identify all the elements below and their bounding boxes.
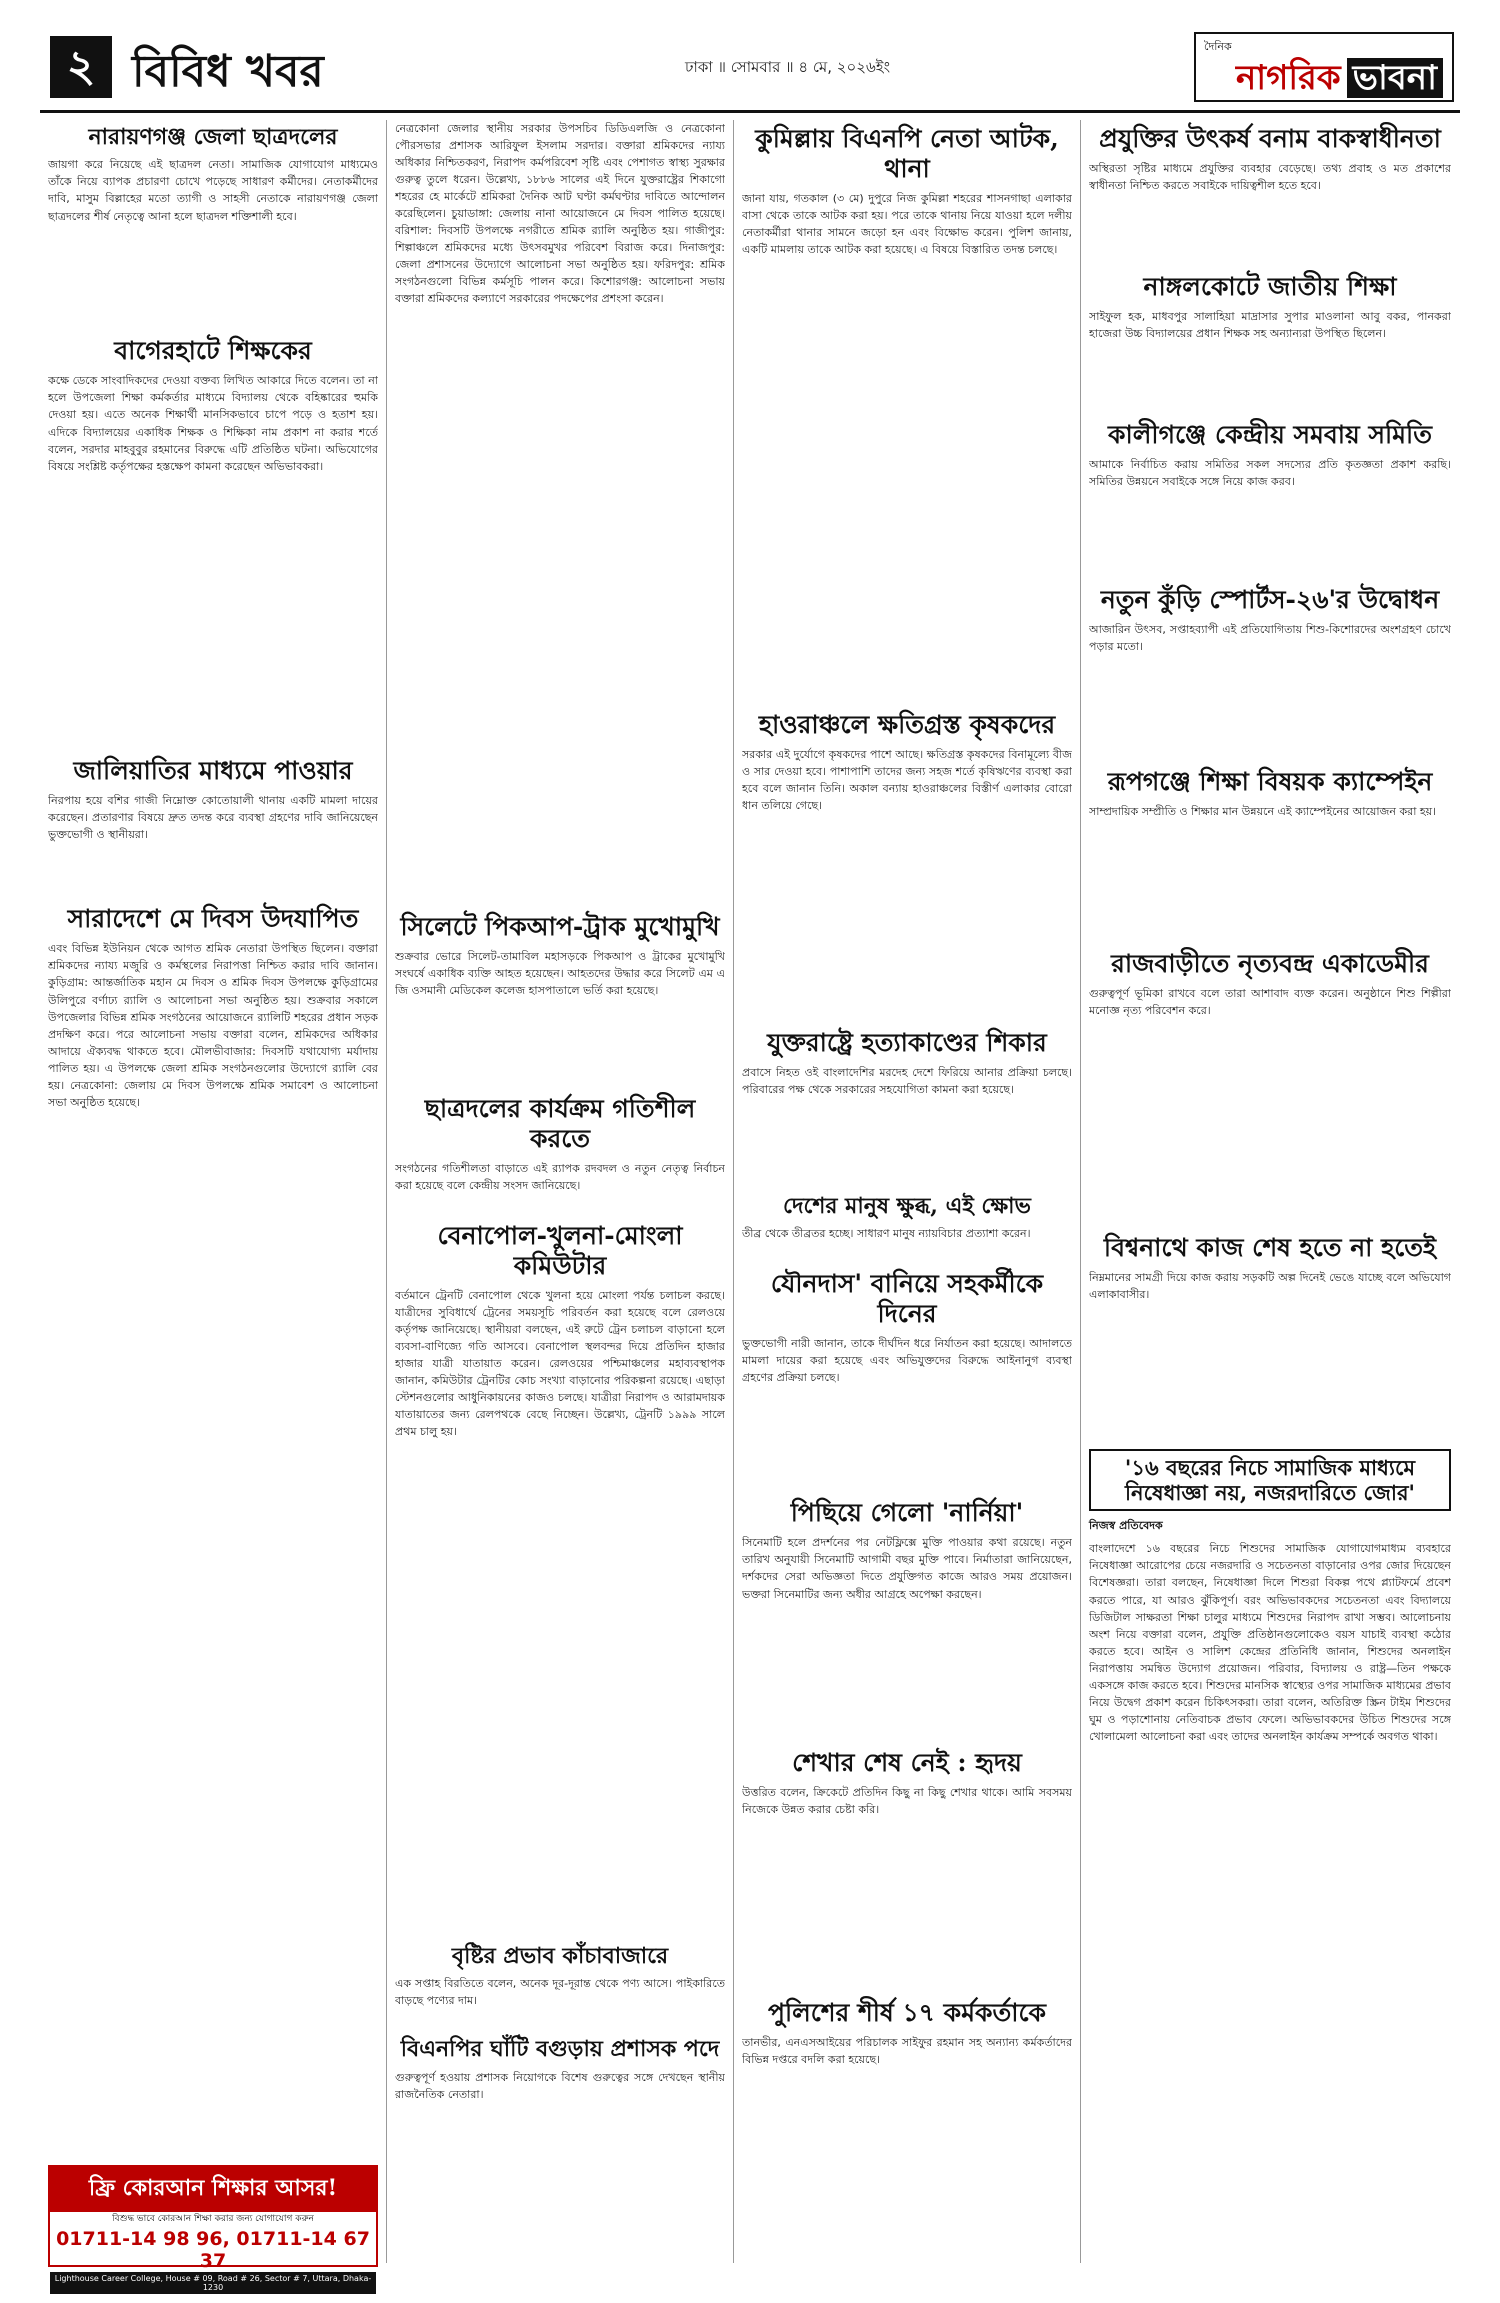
- article-body: এবং বিভিন্ন ইউনিয়ন থেকে আগত শ্রমিক নেতারা উপস্থিত ছিলেন। বক্তারা শ্রমিকদের ন্যায্য মজুরি ও কর্মস্থলের নিরাপত্তা নিশ্চিত করার দাবি জানান। কুড়িগ্রাম: আন্তর্জাতিক মহান মে দিবস ও শ্রমিক দিবস উপলক্ষে কুড়িগ্রামের উলিপুরে বর্ণাঢ্য র‍্যালি ও আলোচনা সভা অনুষ্ঠিত হয়। শুক্রবার সকালে উপজেলার বিভিন্ন শ্রমিক সংগঠনের আয়োজনে র‍্যালিটি শহরের প্রধান সড়ক প্রদক্ষিণ করে। পরে আলোচনা সভায় বক্তারা বলেন, শ্রমিকদের অধিকার আদায়ে ঐক্যবদ্ধ থাকতে হবে। মৌলভীবাজার: দিবসটি যথাযোগ্য মর্যাদায় পালিত হয়। এ উপলক্ষে জেলা শ্রমিক সংগঠনগুলোর উদ্যোগে র‍্যালি বের হয়। নেত্রকোনা: জেলায় মে দিবস উপলক্ষে শ্রমিক সমাবেশ ও আলোচনা সভা অনুষ্ঠিত হয়েছে।: [48, 942, 378, 1109]
- dateline: ঢাকা ॥ সোমবার ॥ ৪ মে, ২০২৬ইং: [685, 58, 891, 76]
- ad-address: Lighthouse Career College, House # 09, Road # 26, Sector # 7, Uttara, Dhaka-1230: [50, 2272, 376, 2294]
- article-sylhet: [395, 912, 725, 1084]
- column-rule: [733, 120, 734, 2263]
- article-bnp: [395, 2036, 725, 2119]
- article-body: জায়গা করে নিয়েছে এই ছাত্রদল নেতা। সামাজিক যোগাযোগ মাধ্যমেও তাঁকে নিয়ে ব্যাপক প্রচারণা চোখে পড়েছে সাধারণ কর্মীদের। নেতাকর্মীদের দাবি, মাসুম বিল্লাহের মতো ত্যাগী ও সাহসী নেতাকে নারায়ণগঞ্জ জেলা ছাত্রদলের শীর্ষ নেতৃত্বে আনা হলে ছাত্রদল শক্তিশালী হবে।: [48, 158, 378, 223]
- headline[interactable]: সিলেটে পিকআপ-ট্রাক মুখোমুখি: [400, 912, 720, 941]
- headline[interactable]: যৌনদাস' বানিয়ে সহকর্মীকে দিনের: [770, 1269, 1044, 1329]
- headline[interactable]: সারাদেশে মে দিবস উদযাপিত: [67, 904, 359, 934]
- article-body: আজারিন উৎসব, সপ্তাহব্যাপী এই প্রতিযোগিতায় শিশু-কিশোরদের অংশগ্রহণ চোখে পড়ার মতো।: [1089, 623, 1451, 654]
- headline[interactable]: নতুন কুঁড়ি স্পোর্টস-২৬'র উদ্বোধন: [1100, 585, 1440, 614]
- page-number: ২: [50, 36, 112, 98]
- logo-name: [1236, 52, 1443, 109]
- headline[interactable]: হাওরাঞ্চলে ক্ষতিগ্রস্ত কৃষকদের: [758, 710, 1056, 739]
- article-projukti: [1089, 124, 1451, 262]
- column-4: [1089, 120, 1451, 2263]
- article-social: [1089, 1449, 1451, 2220]
- article-jaliyati: [48, 756, 378, 894]
- article-narayanganj: [48, 124, 378, 326]
- headline[interactable]: বাগেরহাটে শিক্ষকের: [114, 336, 312, 366]
- article-body: গুরুত্বপূর্ণ হওয়ায় প্রশাসক নিয়োগকে বিশেষ গুরুত্বের সঙ্গে দেখছেন স্থানীয় রাজনৈতিক নেতারা।: [395, 2070, 725, 2101]
- headline[interactable]: কুমিল্লায় বিএনপি নেতা আটক, থানা: [755, 124, 1059, 183]
- column-rule: [386, 120, 387, 2263]
- headline[interactable]: রাজবাড়ীতে নৃত্যবন্দ্র একাডেমীর: [1111, 949, 1429, 978]
- article-body: বাংলাদেশে ১৬ বছরের নিচে শিশুদের সামাজিক যোগাযোগমাধ্যম ব্যবহারে নিষেধাজ্ঞা আরোপের চেয়ে নজরদারি ও সচেতনতা বাড়ানোর ওপর জোর দিয়েছেন বিশেষজ্ঞরা। তারা বলছেন, নিষেধাজ্ঞা দিলে শিশুরা বিকল্প পথে প্ল্যাটফর্মে প্রবেশ করতে পারে, যা আরও ঝুঁকিপূর্ণ। বরং অভিভাবকদের সচেতনতা এবং বিদ্যালয়ে ডিজিটাল সাক্ষরতা শিক্ষা চালুর মাধ্যমে শিশুদের নিরাপদ রাখা সম্ভব। আলোচনায় অংশ নিয়ে বক্তারা বলেন, প্রযুক্তি প্রতিষ্ঠানগুলোকেও বয়স যাচাই ব্যবস্থা কঠোর করতে হবে। আইন ও সালিশ কেন্দ্রের প্রতিনিধি জানান, শিশুদের অনলাইন নিরাপত্তায় সমন্বিত উদ্যোগ প্রয়োজন। পরিবার, বিদ্যালয় ও রাষ্ট্র—তিন পক্ষকে একসঙ্গে কাজ করতে হবে। শিশুদের মানসিক স্বাস্থ্যের ওপর সামাজিক মাধ্যমের প্রভাব নিয়ে উদ্বেগ প্রকাশ করেন চিকিৎসকরা। তারা বলেন, অতিরিক্ত স্ক্রিন টাইম শিশুদের ঘুম ও পড়াশোনায় নেতিবাচক প্রভাব ফেলে। অভিভাবকদের উচিত শিশুদের সঙ্গে খোলামেলা আলোচনা করা এবং তাদের অনলাইন কার্যক্রম সম্পর্কে অবগত থাকা।: [1089, 1542, 1451, 1743]
- headline[interactable]: বেনাপোল-খুলনা-মোংলা কমিউটার: [437, 1221, 683, 1280]
- column-2: [395, 120, 725, 2263]
- headline[interactable]: প্রযুক্তির উৎকর্ষ বনাম বাকস্বাধীনতা: [1099, 124, 1441, 153]
- section-title: বিবিধ খবর: [132, 46, 324, 97]
- logo-name-a: নাগরিক: [1236, 58, 1341, 98]
- article-body: আমাকে নির্বাচিত করায় সমিতির সকল সদস্যের প্রতি কৃতজ্ঞতা প্রকাশ করছি। সমিতির উন্নয়নে সবাইকে সঙ্গে নিয়ে কাজ করব।: [1089, 458, 1451, 489]
- headline[interactable]: নাঙ্গলকোটে জাতীয় শিক্ষা: [1143, 272, 1397, 301]
- article-body: জানা যায়, গতকাল (৩ মে) দুপুরে নিজ কুমিল্লা শহরের শাসনগাছা এলাকার বাসা থেকে তাকে আটক করা হয়। পরে তাকে থানায় নিয়ে যাওয়া হলে দলীয় নেতাকর্মীরা থানার সামনে জড়ো হন এবং বিক্ষোভ করেন। পুলিশ জানায়, একটি মামলায় তাকে আটক করা হয়েছে। এ বিষয়ে বিস্তারিত তদন্ত চলছে।: [742, 192, 1072, 257]
- logo-tag: দৈনিক: [1204, 40, 1232, 53]
- headline[interactable]: রূপগঞ্জে শিক্ষা বিষয়ক ক্যাম্পেইন: [1107, 767, 1433, 796]
- article-comilla: [742, 124, 1072, 700]
- article-body: কক্ষে ডেকে সাংবাদিকদের দেওয়া বক্তব্য লিখিত আকারে দিতে বলেন। তা না হলে উপজেলা শিক্ষা কর্মকর্তার মাধ্যমে বিদ্যালয় থেকে বহিষ্কারের হুমকি দেওয়া হয়। এতে অনেক শিক্ষার্থী মানসিকভাবে চাপে পড়ে ও হতাশ হয়। এদিকে বিদ্যালয়ের একাধিক শিক্ষক ও শিক্ষিকা নাম প্রকাশ না করার শর্তে বলেন, সরদার মাহবুবুর রহমানের বিরুদ্ধে এটি প্রতিষ্ঠিত ঘটনা। অভিযোগের বিষয়ে সংশ্লিষ্ট কর্তৃপক্ষের হস্তক্ষেপ কামনা করেছেন অভিভাবকরা।: [48, 374, 378, 473]
- article-kaliganj: [1089, 420, 1451, 575]
- article-police: [742, 1998, 1072, 2170]
- article-haor: [742, 710, 1072, 1018]
- article-body: নিরপায় হয়ে বশির গাজী নিম্নোক্ত কোতোয়ালী থানায় একটি মামলা দায়ের করেছেন। প্রতারণার বিষয়ে দ্রুত তদন্ত করে ব্যবস্থা গ্রহণের দাবি জানিয়েছেন ভুক্তভোগী ও স্থানীয়রা।: [48, 794, 378, 842]
- article-body: বর্তমানে ট্রেনটি বেনাপোল থেকে খুলনা হয়ে মোংলা পর্যন্ত চলাচল করছে। যাত্রীদের সুবিধার্থে ট্রেনের সময়সূচি পরিবর্তন করা হয়েছে বলে রেলওয়ে কর্তৃপক্ষ জানিয়েছে। স্থানীয়রা বলছেন, এই রুটে ট্রেন চলাচল বাড়ানো হলে ব্যবসা-বাণিজ্যে গতি আসবে। বেনাপোল স্থলবন্দর দিয়ে প্রতিদিন হাজার হাজার যাত্রী যাতায়াত করেন। রেলওয়ের পশ্চিমাঞ্চলের মহাব্যবস্থাপক জানান, কমিউটার ট্রেনটির কোচ সংখ্যা বাড়ানোর পরিকল্পনা রয়েছে। এছাড়া স্টেশনগুলোর আধুনিকায়নের কাজও চলছে। যাত্রীরা নিরাপদ ও আরামদায়ক যাতায়াতের জন্য রেলপথকে বেছে নিচ্ছেন। উল্লেখ্য, ট্রেনটি ১৯৯৯ সালে প্রথম চালু হয়।: [395, 1289, 725, 1439]
- article-body: অস্থিরতা সৃষ্টির মাধ্যমে প্রযুক্তির ব্যবহার বেড়েছে। তথ্য প্রবাহ ও মত প্রকাশের স্বাধীনতা নিশ্চিত করতে সবাইকে দায়িত্বশীল হতে হবে।: [1089, 162, 1451, 193]
- article-rajbari: [1089, 949, 1451, 1223]
- quran-ad[interactable]: [48, 2165, 378, 2292]
- article-body: উত্তরিত বলেন, ক্রিকেটে প্রতিদিন কিছু না কিছু শেখার থাকে। আমি সবসময় নিজেকে উন্নত করার চেষ্টা করি।: [742, 1786, 1072, 1817]
- headline[interactable]: বিশ্বনাথে কাজ শেষ হতে না হতেই: [1103, 1233, 1437, 1262]
- article-netrokona: [395, 120, 725, 902]
- masthead: [40, 30, 1460, 113]
- article-body: শুক্রবার ভোরে সিলেট-তামাবিল মহাসড়কে পিকআপ ও ট্রাকের মুখোমুখি সংঘর্ষে একাধিক ব্যক্তি আহত হয়েছেন। আহতদের উদ্ধার করে সিলেট এম এ জি ওসমানী মেডিকেল কলেজ হাসপাতালে ভর্তি করা হয়েছে।: [395, 950, 725, 998]
- article-usa: [742, 1028, 1072, 1183]
- article-kurigram: [1089, 585, 1451, 757]
- article-narnia: [742, 1498, 1072, 1738]
- article-hridoy: [742, 1748, 1072, 1988]
- column-1: [48, 120, 378, 2263]
- article-body: সিনেমাটি হলে প্রদর্শনের পর নেটফ্লিক্সে মুক্তি পাওয়ার কথা রয়েছে। নতুন তারিখ অনুযায়ী সিনেমাটি আগামী বছর মুক্তি পাবে। নির্মাতারা জানিয়েছেন, দর্শকদের সেরা অভিজ্ঞতা দিতে প্রযুক্তিগত কাজে আরও সময় প্রয়োজন। ভক্তরা সিনেমাটির জন্য অধীর আগ্রহে অপেক্ষা করছেন।: [742, 1536, 1072, 1601]
- headline[interactable]: বিএনপির ঘাঁটি বগুড়ায় প্রশাসক পদে: [400, 2036, 720, 2063]
- headline[interactable]: বৃষ্টির প্রভাব কাঁচাবাজারে: [451, 1943, 669, 1969]
- headline[interactable]: দেশের মানুষ ক্ষুব্ধ, এই ক্ষোভ: [783, 1193, 1031, 1219]
- headline[interactable]: ছাত্রদলের কার্যক্রম গতিশীল করতে: [424, 1094, 696, 1153]
- article-rupganj: [1089, 767, 1451, 939]
- article-body: এক সপ্তাহ বিরতিতে বলেন, অনেক দূর-দূরান্ত থেকে পণ্য আসে। পাইকারিতে বাড়ছে পণ্যের দাম।: [395, 1977, 725, 2008]
- article-chhatradal: [395, 1094, 725, 1211]
- article-body: সরকার এই দুর্যোগে কৃষকদের পাশে আছে। ক্ষতিগ্রস্ত কৃষকদের বিনামূল্যে বীজ ও সার দেওয়া হবে। পাশাপাশি তাদের জন্য সহজ শর্তে কৃষিঋণের ব্যবস্থা করা হবে বলে জানান তিনি। অকাল বন্যায় হাওরাঞ্চলের বিস্তীর্ণ এলাকার বোরো ধান তলিয়ে গেছে।: [742, 748, 1072, 813]
- headline[interactable]: '১৬ বছরের নিচে সামাজিক মাধ্যমে নিষেধাজ্ঞা নয়, নজরদারিতে জোর': [1089, 1449, 1451, 1511]
- article-body: নিম্নমানের সামগ্রী দিয়ে কাজ করায় সড়কটি অল্প দিনেই ভেঙে যাচ্ছে বলে অভিযোগ এলাকাবাসীর।: [1089, 1271, 1451, 1302]
- ad-phone: 01711-14 98 96, 01711-14 67 37: [56, 2227, 370, 2272]
- ad-title: ফ্রি কোরআন শিক্ষার আসর!: [50, 2167, 376, 2212]
- article-bazar: [395, 1943, 725, 2026]
- article-body: সাম্প্রদায়িক সম্প্রীতি ও শিক্ষার মান উন্নয়নে এই ক্যাম্পেইনের আয়োজন করা হয়।: [1089, 805, 1437, 818]
- article-body: নেত্রকোনা জেলার স্থানীয় সরকার উপসচিব ডিডিএলজি ও নেত্রকোনা পৌরসভার প্রশাসক আরিফুল ইসলাম সরদার। বক্তারা শ্রমিকদের ন্যায্য অধিকার নিশ্চিতকরণ, নিরাপদ কর্মপরিবেশ সৃষ্টি এবং পেশাগত স্বাস্থ্য সুরক্ষার গুরুত্ব তুলে ধরেন। উল্লেখ্য, ১৮৮৬ সালের এই দিনে যুক্তরাষ্ট্রের শিকাগো শহরের হে মার্কেটে শ্রমিকরা দৈনিক আট ঘণ্টা কর্মঘণ্টার দাবিতে আন্দোলন করেছিলেন। চুয়াডাঙ্গা: জেলায় নানা আয়োজনে মে দিবস পালিত হয়েছে। বরিশাল: দিবসটি উপলক্ষে নগরীতে শ্রমিক র‍্যালি অনুষ্ঠিত হয়। গাজীপুর: শিল্পাঞ্চলে শ্রমিকদের মধ্যে উৎসবমুখর পরিবেশ বিরাজ করে। দিনাজপুর: জেলা প্রশাসনের উদ্যোগে আলোচনা সভা অনুষ্ঠিত হয়। ফরিদপুর: শ্রমিক সংগঠনগুলো বিভিন্ন কর্মসূচি পালন করে। কিশোরগঞ্জ: আলোচনা সভায় বক্তারা শ্রমিকদের কল্যাণে সরকারের পদক্ষেপের প্রশংসা করেন।: [395, 122, 725, 306]
- headline[interactable]: পুলিশের শীর্ষ ১৭ কর্মকর্তাকে: [767, 1998, 1047, 2028]
- headline[interactable]: শেখার শেষ নেই : হৃদয়: [792, 1748, 1022, 1778]
- headline[interactable]: কালীগঞ্জে কেন্দ্রীয় সমবায় সমিতি: [1108, 420, 1432, 449]
- article-nangalkot: [1089, 272, 1451, 410]
- headline[interactable]: নারায়ণগঞ্জ জেলা ছাত্রদলের: [88, 124, 338, 150]
- article-body: সাইফুল হক, মাধবপুর সালাহিয়া মাদ্রাসার সুপার মাওলানা আবু বকর, পানকরা হাজেরা উচ্চ বিদ্যালয়ের প্রধান শিক্ষক সহ অন্যান্যরা উপস্থিত ছিলেন।: [1089, 310, 1451, 341]
- article-bagerhat: [48, 336, 378, 746]
- article-joutuk: [742, 1269, 1072, 1488]
- byline: নিজস্ব প্রতিবেদক: [1089, 1519, 1163, 1533]
- ad-text: বিশুদ্ধ ভাবে কোরআন শিক্ষা করার জন্য যোগাযোগ করুন: [112, 2214, 314, 2224]
- headline[interactable]: জালিয়াতির মাধ্যমে পাওয়ার: [73, 756, 353, 786]
- article-body: সংগঠনের গতিশীলতা বাড়াতে এই র‍্যাপক রদবদল ও নতুন নেতৃত্ব নির্বাচন করা হয়েছে বলে কেন্দ্রীয় সংসদ জানিয়েছে।: [395, 1162, 725, 1193]
- article-bishwanath: [1089, 1233, 1451, 1439]
- logo-name-b: ভাবনা: [1347, 58, 1443, 98]
- column-3: [742, 120, 1072, 2263]
- article-body: প্রবাসে নিহত ওই বাংলাদেশির মরদেহ দেশে ফিরিয়ে আনার প্রক্রিয়া চলছে। পরিবারের পক্ষ থেকে সরকারের সহযোগিতা কামনা করা হয়েছে।: [742, 1066, 1072, 1097]
- article-body: গুরুত্বপূর্ণ ভূমিকা রাখবে বলে তারা আশাবাদ ব্যক্ত করেন। অনুষ্ঠানে শিশু শিল্পীরা মনোজ্ঞ নৃত্য পরিবেশন করে।: [1089, 987, 1451, 1018]
- article-mayday: [48, 904, 378, 1994]
- headline[interactable]: যুক্তরাষ্ট্রে হত্যাকাণ্ডের শিকার: [767, 1028, 1047, 1057]
- article-body: তীব্র থেকে তীব্রতর হচ্ছে। সাধারণ মানুষ ন্যায়বিচার প্রত্যাশা করেন।: [742, 1227, 1031, 1241]
- article-kshobh: [742, 1193, 1072, 1259]
- headline[interactable]: পিছিয়ে গেলো 'নার্নিয়া': [790, 1498, 1024, 1528]
- article-benapole: [395, 1221, 725, 1933]
- newspaper-logo: [1194, 32, 1454, 102]
- column-rule: [1080, 120, 1081, 2263]
- article-body: তানভীর, এনএসআইয়ের পরিচালক সাইফুর রহমান সহ অন্যান্য কর্মকর্তাদের বিভিন্ন দপ্তরে বদলি করা হয়েছে।: [742, 2036, 1072, 2067]
- article-body: ভুক্তভোগী নারী জানান, তাকে দীর্ঘদিন ধরে নির্যাতন করা হয়েছে। আদালতে মামলা দায়ের করা হয়েছে এবং অভিযুক্তদের বিরুদ্ধে আইনানুগ ব্যবস্থা গ্রহণের প্রক্রিয়া চলছে।: [742, 1337, 1072, 1385]
